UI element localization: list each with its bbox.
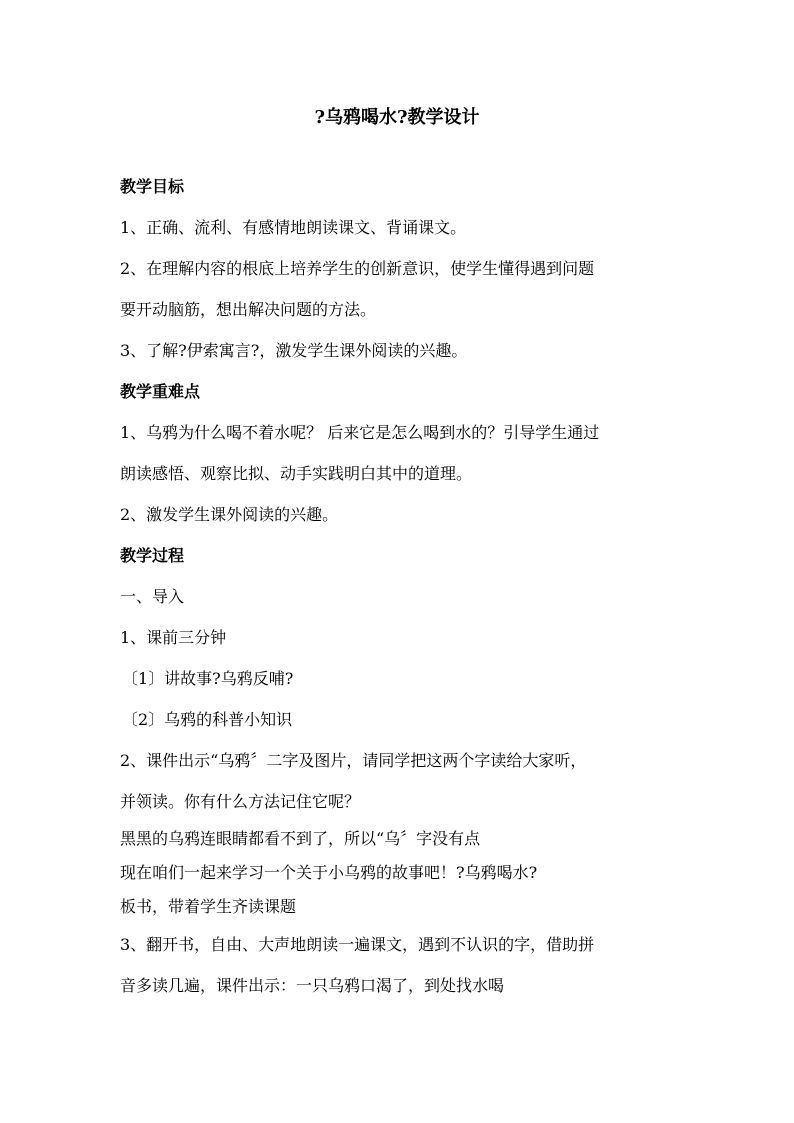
paragraph-line: 并领读。你有什么方法记住它呢？ [120,792,361,811]
paragraph-line: 2、在理解内容的根底上培养学生的创新意识，使学生懂得遇到问题 [120,259,595,278]
paragraph-line: 要开动脑筋，想出解决问题的方法。 [120,300,377,319]
section-heading-process: 教学过程 [120,546,185,565]
section-heading-objectives: 教学目标 [120,177,185,196]
paragraph-line: 2、激发学生课外阅读的兴趣。 [120,505,339,524]
paragraph-line: 1、正确、流利、有感情地朗读课文、背诵课文。 [120,218,467,237]
page-title: ?乌鸦喝水?教学设计 [314,107,480,128]
section-heading-key-points: 教学重难点 [120,382,201,401]
paragraph-line: 音多读几遍，课件出示：一只乌鸦口渴了，到处找水喝 [120,976,505,995]
paragraph-line: 朗读感悟、观察比拟、动手实践明白其中的道理。 [120,464,473,483]
paragraph-line: 3、了解?伊索寓言?，激发学生课外阅读的兴趣。 [120,341,468,360]
paragraph-line: 现在咱们一起来学习一个关于小乌鸦的故事吧！?乌鸦喝水? [120,863,538,882]
document-body [120,166,680,1006]
paragraph-line: 1、课前三分钟 [120,628,227,647]
paragraph-line: 黑黑的乌鸦连眼睛都看不到了，所以“乌〞字没有点 [120,829,481,848]
paragraph-line: 3、翻开书，自由、大声地朗读一遍课文，遇到不认识的字，借助拼 [120,935,595,954]
paragraph-line: 板书，带着学生齐读课题 [120,897,297,916]
paragraph-line: 〔1〕讲故事?乌鸦反哺? [122,669,294,688]
paragraph-line: 〔2〕乌鸦的科普小知识 [122,710,293,729]
paragraph-line: 1、乌鸦为什么喝不着水呢？ 后来它是怎么喝到水的？引导学生通过 [120,423,600,442]
paragraph-line: 2、课件出示“乌鸦〞二字及图片，请同学把这两个字读给大家听， [120,751,587,770]
paragraph-line: 一、导入 [120,587,185,606]
